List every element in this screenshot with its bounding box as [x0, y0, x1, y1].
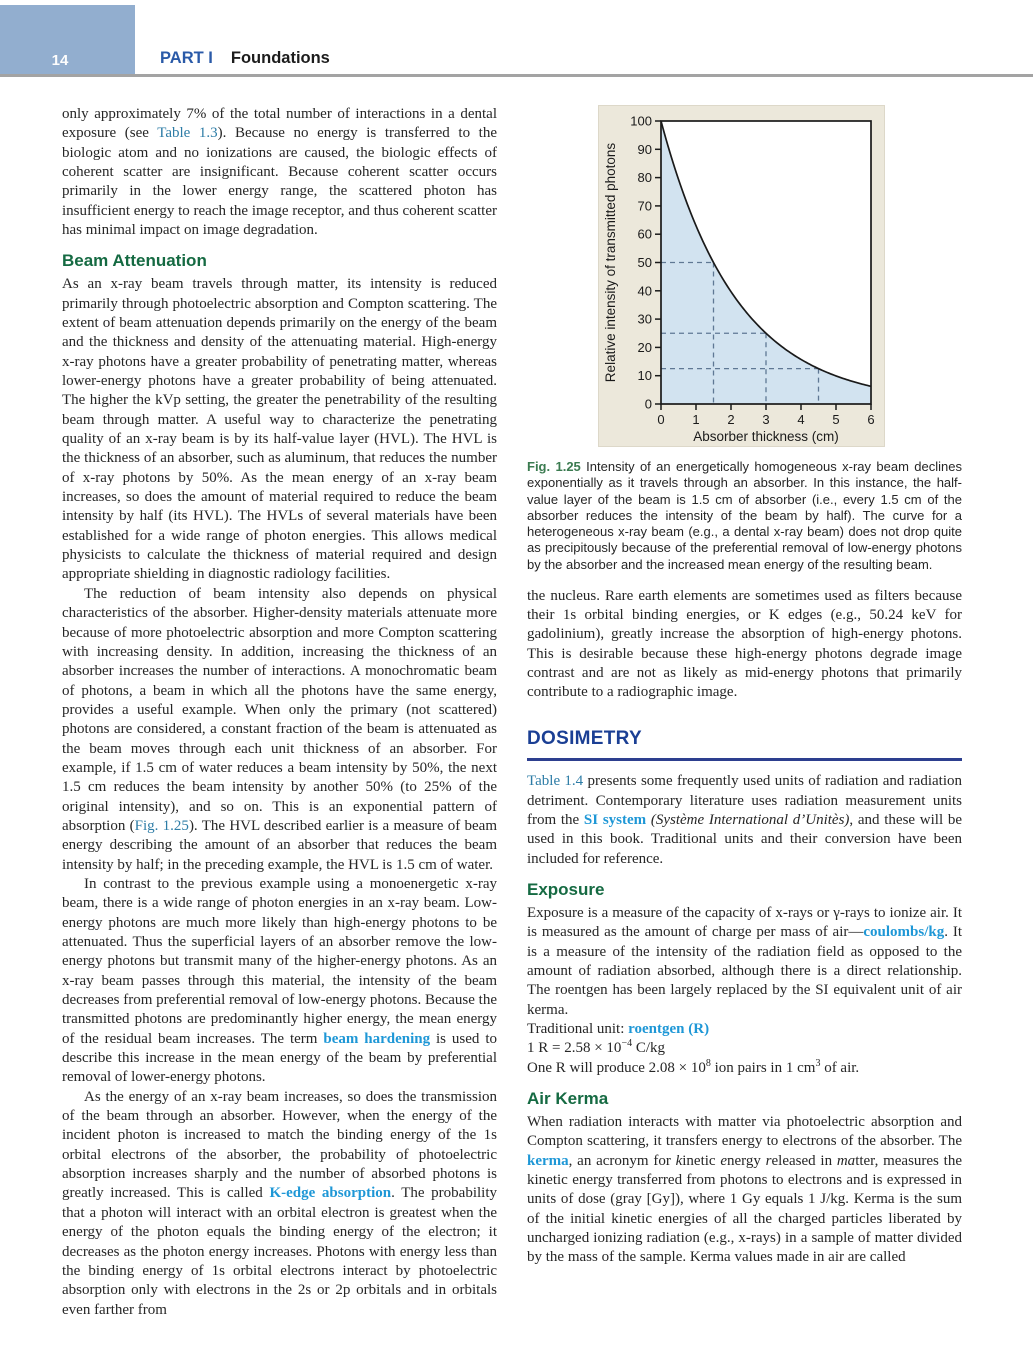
- text-run: is used to describe this increase in the mean energy of the beam by preferential removal of lower-energy photons.: [62, 1030, 497, 1086]
- paragraph: [527, 904, 962, 1020]
- glossary-term-link[interactable]: roentgen (R): [628, 1021, 710, 1038]
- text-run: Intensity of an energetically homogeneous x-ray beam declines exponentially as it travels through an absorber. In this instance, the half-value layer of the beam is 1.5 cm of absorber (i.e., every 1.5 cm of the absorber reduces the intensity of the beam by half). The curve for a heterogeneous x-ray beam (e.g., a dental x-ray beam) does not drop quite as precipitously because of the preferential removal of low-energy photons by the absorber and the increased mean energy of the resulting beam.: [527, 459, 962, 572]
- text-run: . The probability that a photon will interact with an orbital electron is greatest when the energy of the photon equals the binding energy of the electron; it decreases as the photon energy increases. Photons with energy less than the binding energy of 1s orbital electrons interact by photoelectric absorption only with electrons in the 2s or 2p orbitals and in orbitals even farther from: [62, 1185, 497, 1318]
- y-tick-label: 100: [630, 113, 652, 129]
- attenuation-chart: [599, 106, 884, 446]
- paragraph: [62, 105, 497, 240]
- y-axis-label: Relative intensity of transmitted photons: [603, 142, 618, 383]
- formula-line: [527, 1039, 962, 1058]
- paragraph: [527, 587, 962, 703]
- header-rule: [0, 74, 1033, 77]
- text-run: The reduction of beam intensity also depends on physical characteristics of the absorber. Higher-density materials attenuate more because of more photoelectric absorption and more Compton scattering with increasing density. In addition, increasing the thickness of an absorber increases the number of interactions. A monochromatic beam of photons, a beam in which all the photons have the same energy, provides a useful example. When only the primary (not scattered) photons are considered, a constant fraction of the beam is attenuated as the beam moves through each unit thickness of an absorber. For example, if 1.5 cm of water reduces a beam intensity by 50%, the next 1.5 cm reduces the beam intensity by another 50% (to 25% of the original intensity), and so on. This is an exponential pattern of absorption (: [62, 585, 497, 834]
- section-heading-air-kerma: Air Kerma: [527, 1089, 609, 1109]
- section-heading-exposure: Exposure: [527, 880, 605, 900]
- text-run: C/kg: [632, 1040, 666, 1057]
- x-tick-label: 4: [797, 412, 805, 427]
- text-run: . It is a measure of the intensity of the radiation field as opposed to the amount of radiation absorbed, although there is a direct relationship. The roentgen has been largely replaced by the SI equivalent unit of air kerma.: [527, 924, 962, 1018]
- text-run: inetic: [682, 1152, 721, 1169]
- y-tick-label: 10: [637, 368, 652, 384]
- text-run: ). Because no energy is transferred to the biologic atom and no ionizations are caused, the biologic effects of coherent scatter are insignificant. Because coherent scatter occurs primarily in the lower energy range, the scattered photon has insufficient energy to reach the image receptor, and thus coherent scatter has minimal impact on image degradation.: [62, 125, 497, 239]
- y-tick-label: 70: [637, 198, 652, 214]
- y-tick-label: 40: [637, 283, 652, 299]
- text-run: of air.: [820, 1059, 860, 1076]
- section-heading-beam-attenuation: Beam Attenuation: [62, 251, 207, 271]
- x-tick-label: 3: [762, 412, 770, 427]
- glossary-term-link[interactable]: SI system: [583, 812, 647, 828]
- glossary-term-link[interactable]: kerma: [527, 1152, 569, 1169]
- y-tick-label: 60: [637, 226, 652, 242]
- x-tick-label: 1: [692, 412, 700, 427]
- text-run: As the energy of an x-ray beam increases, so does the transmission of the beam through an absorber. However, when the energy of the incident photon is increased to match the binding energy of the 1s orbital electrons of the absorber, the probability of photoelectric absorption increases sharply and the number of absorbed photons is greatly increased. This is called: [62, 1088, 497, 1202]
- text-run: e: [720, 1152, 728, 1169]
- paragraph: [62, 585, 497, 875]
- text-run: Traditional unit:: [527, 1021, 629, 1038]
- text-run: 1 R = 2.58 × 10: [527, 1040, 622, 1057]
- text-run: Exposure is a measure of the capacity of x-rays or γ-rays to ionize air. It is measured as the amount of charge per mass of air—: [527, 904, 962, 941]
- part-label: PART I: [160, 49, 213, 67]
- right-column: [527, 105, 962, 1320]
- superscript: 8: [705, 1057, 711, 1069]
- formula-line: [527, 1059, 962, 1078]
- chart-panel: [598, 105, 885, 447]
- y-tick-label: 90: [637, 141, 652, 157]
- text-run: ). The HVL described earlier is a measure of beam energy describing the amount of an absorber that reduces the beam intensity by half; in the preceding example, the HVL is 1.5 cm of water.: [62, 817, 498, 873]
- paragraph: [62, 275, 497, 585]
- text-run: (Système International d’Unitès): [650, 812, 850, 828]
- cross-ref-link[interactable]: Fig. 1.25: [134, 817, 189, 834]
- text-run: , an acronym for: [568, 1152, 676, 1169]
- page-header: [0, 0, 1033, 77]
- text-run: k: [675, 1152, 683, 1169]
- text-run: the nucleus. Rare earth elements are sometimes used as filters because their 1s orbital binding energies, or K edges (e.g., 50.24 keV for gadolinium), greatly increase the absorption of high-energy photons. This is desirable because these high-energy photons degrade image contrast and are not as likely as mid-energy photons that primarily contribute to a radiographic image.: [527, 587, 962, 701]
- text-run: , and these will be used in this book. Traditional units and their conversion have been included for reference.: [527, 812, 962, 867]
- text-run: One R will produce 2.08 × 10: [527, 1059, 706, 1076]
- x-tick-label: 5: [832, 412, 840, 427]
- y-tick-label: 80: [637, 170, 652, 186]
- paragraph: [527, 772, 962, 869]
- page-number: 14: [51, 52, 69, 69]
- x-tick-label: 2: [727, 412, 735, 427]
- cross-ref-link[interactable]: Table 1.4: [527, 773, 584, 790]
- text-run: eleased in: [771, 1152, 837, 1169]
- text-run: When radiation interacts with matter via photoelectric absorption and Compton scattering, it transfers energy to electrons of the absorber. The: [527, 1113, 962, 1150]
- text-run: tter, measures the kinetic energy transferred from photons to electrons and is expressed in units of dose (gray [Gy]), where 1 Gy equals 1 J/kg. Kerma is the sum of the initial kinetic energies of all the charged particles liberated by uncharged ionizing radiation (e.g., x-rays) in a sample of matter divided by the mass of the sample. Kerma values made in air are called: [527, 1152, 962, 1266]
- text-run: ma: [836, 1152, 856, 1169]
- superscript: 3: [815, 1057, 821, 1069]
- text-run: only approximately 7% of the total number of interactions in a dental exposure (see: [62, 106, 497, 142]
- two-column-body: [0, 77, 1033, 1320]
- glossary-term-link[interactable]: coulombs/kg: [863, 924, 945, 941]
- x-tick-label: 0: [657, 412, 665, 427]
- paragraph: [62, 1088, 497, 1320]
- part-title: Foundations: [230, 49, 330, 67]
- section-heading-dosimetry: DOSIMETRY: [527, 727, 962, 762]
- figure-caption: [527, 459, 962, 573]
- text-run: As an x-ray beam travels through matter, its intensity is reduced primarily through photoelectric absorption and Compton scattering. The extent of beam attenuation depends primarily on the energy of the beam and the thickness and density of the attenuating material. High-energy x-ray photons have a greater probability of penetrating matter, whereas lower-energy photons have a greater probability of being attenuated. The higher the kVp setting, the greater the penetrability of the resulting beam through matter. A useful way to characterize the penetrating quality of an x-ray beam is by its half-value layer (HVL). The HVL is the thickness of an absorber, such as aluminum, that reduces the number of x-ray photons by 50%. As the mean energy of an x-ray beam increases, so does the amount of material required to reduce the beam intensity by half (its HVL). The HVLs of several materials have been established for a wide range of photon energies. This allows medical physicists to calculate the thickness of material required and design appropriate shielding in diagnostic radiology facilities.: [62, 276, 497, 583]
- y-tick-label: 0: [644, 396, 652, 412]
- glossary-term-link[interactable]: beam hardening: [323, 1030, 431, 1047]
- y-tick-label: 20: [637, 339, 652, 355]
- glossary-term-link[interactable]: K-edge absorption: [269, 1185, 392, 1202]
- figure-label: Fig. 1.25: [527, 459, 581, 474]
- left-column: [62, 105, 497, 1320]
- text-run: r: [765, 1152, 772, 1169]
- x-tick-label: 6: [867, 412, 875, 427]
- text-run: presents some frequently used units of radiation and radiation detriment. Contemporary literature uses radiation measurement units from the: [527, 773, 962, 828]
- running-head: [160, 49, 330, 68]
- definition-line: [527, 1020, 962, 1039]
- paragraph: [527, 1113, 962, 1268]
- text-run: nergy: [727, 1152, 766, 1169]
- y-tick-label: 30: [637, 311, 652, 327]
- superscript: −4: [621, 1038, 633, 1050]
- y-tick-label: 50: [637, 255, 652, 270]
- paragraph: [62, 875, 497, 1088]
- cross-ref-link[interactable]: Table 1.3: [157, 125, 218, 142]
- x-axis-label: Absorber thickness (cm): [693, 429, 839, 444]
- text-run: ion pairs in 1 cm: [710, 1059, 816, 1076]
- text-run: In contrast to the previous example using a monoenergetic x-ray beam, there is a wide range of photon energies in an x-ray beam. Low-energy photons are much more likely than high-energy photons to be attenuated. Thus the superficial layers of an absorber remove the low-energy photons but transmit many of the higher-energy photons. As an x-ray beam passes through this material, the intensity of the beam decreases from preferential removal of low-energy photons. Because the transmitted photons are predominantly higher energy, the mean energy of the residual beam increases. The term: [62, 875, 497, 1047]
- figure-1-25: [527, 105, 962, 573]
